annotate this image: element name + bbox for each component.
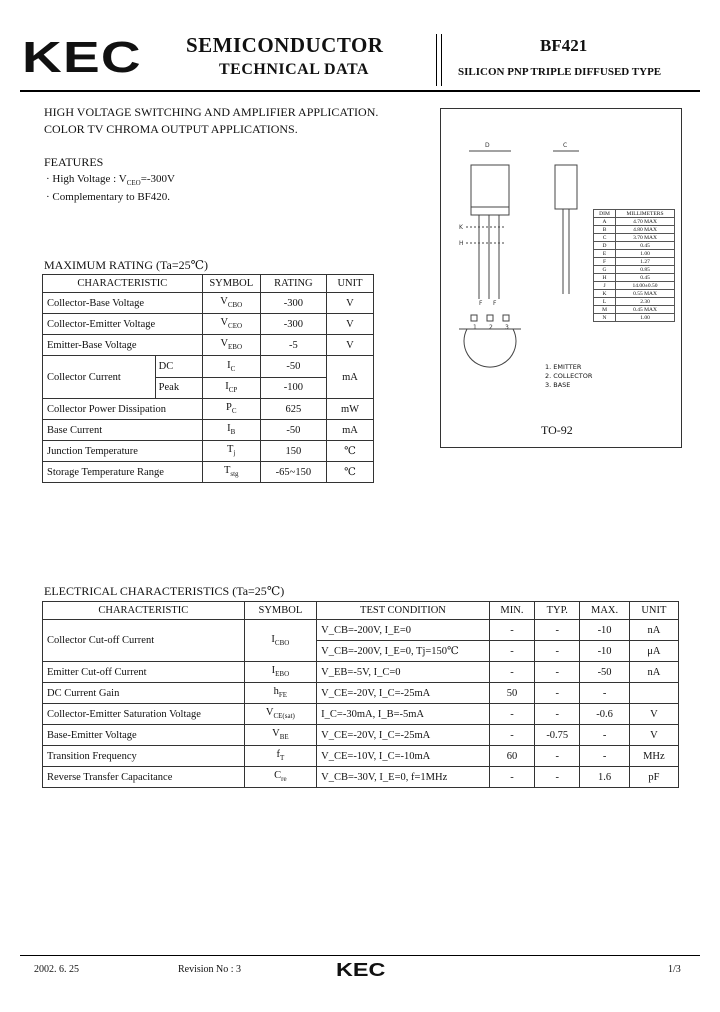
footer-page-number: 1/3 xyxy=(668,964,681,975)
svg-text:1: 1 xyxy=(473,324,477,331)
kec-logo: KEC xyxy=(22,33,142,82)
pin-legend: 1. EMITTER 2. COLLECTOR 3. BASE xyxy=(545,363,593,389)
header-title: SEMICONDUCTOR xyxy=(186,33,384,57)
col-header: RATING xyxy=(260,275,326,293)
part-number: BF421 xyxy=(540,36,588,55)
dimension-table: DIM MILLIMETERS A 4.70 MAX B 4.80 MAX C 3.70 MAX D 0.45 E 1.00 F 1.27 G 0.85 H 0.45 J 14.00±0.50 K 0.55 MAX L 2.30 M 0.45 MAX N 1.00 xyxy=(593,209,675,322)
header-divider-2 xyxy=(441,34,442,86)
svg-text:2: 2 xyxy=(489,324,493,331)
feature-item: · Complementary to BF420. xyxy=(46,191,171,203)
col-header: CHARACTERISTIC xyxy=(43,275,203,293)
table-row: Collector-Base Voltage $V_{CBO}$ -300 V xyxy=(43,293,374,314)
elec-title: ELECTRICAL CHARACTERISTICS (Ta=25℃) xyxy=(44,584,285,598)
collector-current-label: Collector Current xyxy=(47,371,121,383)
part-type: SILICON PNP TRIPLE DIFFUSED TYPE xyxy=(458,66,662,78)
svg-text:F: F xyxy=(493,300,497,307)
table-row: Collector Power Dissipation $P_C$ 625 mW xyxy=(43,399,374,420)
header-divider xyxy=(436,34,437,86)
svg-text:3: 3 xyxy=(505,324,509,331)
table-row: Collector-Emitter Voltage $V_{CEO}$ -300 V xyxy=(43,314,374,335)
max-rating-title: MAXIMUM RATING (Ta=25℃) xyxy=(44,258,209,272)
application-line-2: COLOR TV CHROMA OUTPUT APPLICATIONS. xyxy=(44,122,298,136)
table-row: Collector Cut-off Current $I_{CBO}$ V_CB=-200V, I_E=0 - - -10 nA xyxy=(43,620,679,641)
header-subtitle: TECHNICAL DATA xyxy=(219,61,369,78)
svg-text:D: D xyxy=(485,142,490,149)
svg-text:C: C xyxy=(563,142,568,149)
table-row: Emitter Cut-off Current $I_{EBO}$ V_EB=-5V, I_C=0 - - -50 nA xyxy=(43,662,679,683)
table-row: Transition Frequency $f_T$ V_CE=-10V, I_C=-10mA 60 - - MHz xyxy=(43,746,679,767)
table-row: V_CB=-200V, I_E=0, Tj=150℃ - - -10 μA xyxy=(43,641,679,662)
feature-item: · High Voltage : $V_{CEO}=-300V$ xyxy=(46,173,175,188)
col-header: SYMBOL xyxy=(202,275,260,293)
svg-text:H: H xyxy=(459,240,464,247)
package-name: TO-92 xyxy=(541,423,573,437)
electrical-table xyxy=(42,601,679,788)
footer-revision: Revision No : 3 xyxy=(178,964,242,975)
table-row: Reverse Transfer Capacitance $C_{re}$ V_CB=-30V, I_E=0, f=1MHz - - 1.6 pF xyxy=(43,767,679,788)
svg-text:F: F xyxy=(479,300,483,307)
table-row: Storage Temperature Range $T_{stg}$ -65~150 ℃ xyxy=(43,462,374,483)
header-rule xyxy=(20,90,700,92)
table-header-row xyxy=(43,275,374,293)
table-header-row: CHARACTERISTIC SYMBOL TEST CONDITION MIN. TYP. MAX. UNIT xyxy=(43,602,679,620)
table-row: Emitter-Base Voltage $V_{EBO}$ -5 V xyxy=(43,335,374,356)
svg-text:K: K xyxy=(459,224,463,231)
table-row: Base Current $I_B$ -50 mA xyxy=(43,420,374,441)
footer-date: 2002. 6. 25 xyxy=(34,964,79,975)
table-row: DC Current Gain $h_{FE}$ V_CE=-20V, I_C=-25mA 50 - - xyxy=(43,683,679,704)
table-row: Junction Temperature $T_j$ 150 ℃ xyxy=(43,441,374,462)
col-header: UNIT xyxy=(326,275,373,293)
footer-kec-logo: KEC xyxy=(336,960,386,980)
table-row: $I_{CP}$ -100 xyxy=(43,377,374,399)
max-rating-table xyxy=(42,274,374,483)
footer-rule xyxy=(20,955,700,956)
features-title: FEATURES xyxy=(44,155,104,169)
table-row: Collector-Emitter Saturation Voltage $V_{CE(sat)}$ I_C=-30mA, I_B=-5mA - - -0.6 V xyxy=(43,704,679,725)
table-row: Base-Emitter Voltage $V_{BE}$ V_CE=-20V, I_C=-25mA - -0.75 - V xyxy=(43,725,679,746)
table-row: Collector Current DC Peak $I_C$ -50 mA xyxy=(43,356,374,378)
application-line-1: HIGH VOLTAGE SWITCHING AND AMPLIFIER APPLICATION. xyxy=(44,105,379,119)
package-drawing-box xyxy=(440,108,682,448)
